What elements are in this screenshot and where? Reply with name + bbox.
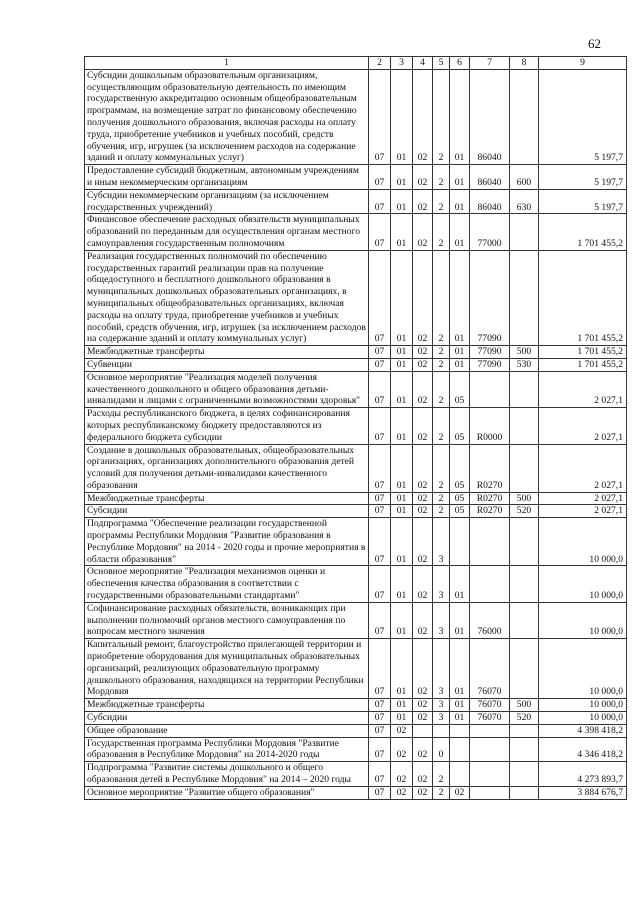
code-expense-type-cell (510, 69, 539, 164)
code-program-cell (413, 724, 433, 737)
code-subprogram-cell: 2 (433, 505, 450, 518)
code-subprogram-cell: 3 (433, 566, 450, 602)
code-expense-type-cell (510, 724, 539, 737)
code-section-cell: 07 (369, 346, 391, 359)
code-program-cell: 02 (413, 602, 433, 638)
code-subprogram-cell: 3 (433, 699, 450, 712)
code-program-cell: 02 (413, 444, 433, 492)
code-event-cell (450, 762, 470, 787)
code-expense-type-cell (510, 786, 539, 799)
amount-cell: 4 346 418,2 (539, 737, 627, 762)
amount-cell: 2 027,1 (539, 408, 627, 444)
row-name-cell: Основное мероприятие "Реализация механизмов оценки и обеспечения качества образования в соответствии с государственными образовательными стандартами" (85, 566, 369, 602)
table-row (85, 762, 627, 787)
code-event-cell: 01 (450, 712, 470, 725)
code-event-cell: 01 (450, 639, 470, 699)
row-name-cell: Общее образование (85, 724, 369, 737)
header-row (85, 57, 627, 70)
row-name-cell: Предоставление субсидий бюджетным, автономным учреждениям и иным некоммерческим организациям (85, 165, 369, 190)
code-direction-cell: R0270 (470, 492, 510, 505)
table-row (85, 737, 627, 762)
code-expense-type-cell (510, 214, 539, 250)
table-row (85, 492, 627, 505)
amount-cell: 2 027,1 (539, 444, 627, 492)
table-row (85, 444, 627, 492)
code-section-cell: 07 (369, 69, 391, 164)
amount-cell: 1 701 455,2 (539, 346, 627, 359)
code-expense-type-cell (510, 408, 539, 444)
code-event-cell: 05 (450, 492, 470, 505)
code-event-cell: 01 (450, 346, 470, 359)
code-expense-type-cell: 530 (510, 358, 539, 371)
amount-cell: 10 000,0 (539, 566, 627, 602)
row-name-cell: Субсидии дошкольным образовательным организациям, осуществляющим образовательную деятельность по имеющим государственную аккредитацию основным общеобразовательным программам, на возмещение затрат по финансовому обеспечению получения дошкольного образования, включая расходы на оплату труда, приобретение учебников и учебных пособий, средств обучения, игр, игрушек (за исключением расходов на содержание зданий и оплату коммунальных услуг) (85, 69, 369, 164)
code-program-cell: 02 (413, 737, 433, 762)
table-row (85, 724, 627, 737)
code-event-cell (450, 518, 470, 566)
code-expense-type-cell (510, 371, 539, 407)
code-subsection-cell: 01 (391, 518, 413, 566)
code-direction-cell: R0000 (470, 408, 510, 444)
code-section-cell: 07 (369, 214, 391, 250)
code-subsection-cell: 01 (391, 639, 413, 699)
code-section-cell: 07 (369, 492, 391, 505)
header-col-8: 8 (510, 57, 539, 70)
code-direction-cell: 86040 (470, 69, 510, 164)
table-row (85, 165, 627, 190)
code-subsection-cell: 01 (391, 444, 413, 492)
code-program-cell: 02 (413, 189, 433, 214)
code-direction-cell: 76070 (470, 712, 510, 725)
code-expense-type-cell: 520 (510, 712, 539, 725)
code-subsection-cell: 01 (391, 165, 413, 190)
code-event-cell: 01 (450, 165, 470, 190)
code-direction-cell (470, 518, 510, 566)
code-subsection-cell: 01 (391, 408, 413, 444)
table-row (85, 602, 627, 638)
code-subsection-cell: 01 (391, 214, 413, 250)
code-subsection-cell: 01 (391, 358, 413, 371)
code-subprogram-cell: 2 (433, 165, 450, 190)
code-section-cell: 07 (369, 602, 391, 638)
code-direction-cell (470, 566, 510, 602)
table-row (85, 786, 627, 799)
code-expense-type-cell: 600 (510, 165, 539, 190)
code-direction-cell: R0270 (470, 444, 510, 492)
header-col-5: 5 (433, 57, 450, 70)
amount-cell: 1 701 455,2 (539, 250, 627, 345)
code-subprogram-cell: 3 (433, 602, 450, 638)
code-section-cell: 07 (369, 566, 391, 602)
code-subsection-cell: 01 (391, 492, 413, 505)
code-event-cell: 01 (450, 699, 470, 712)
amount-cell: 1 701 455,2 (539, 214, 627, 250)
amount-cell: 5 197,7 (539, 189, 627, 214)
row-name-cell: Создание в дошкольных образовательных, общеобразовательных организациях, организациях дополнительного образования детей условий для получения детьми-инвалидами качественного образования (85, 444, 369, 492)
row-name-cell: Основное мероприятие "Реализация моделей получения качественного дошкольного и общего образования детьми-инвалидами и лицами с ограниченными возможностями здоровья" (85, 371, 369, 407)
code-section-cell: 07 (369, 518, 391, 566)
header-col-4: 4 (413, 57, 433, 70)
code-program-cell: 02 (413, 165, 433, 190)
row-name-cell: Реализация государственных полномочий по обеспечению государственных гарантий реализации прав на получение общедоступного и бесплатного дошкольного образования в муниципальных дошкольных образовательных организациях, в муниципальных общеобразовательных организациях, включая расходы на оплату труда, приобретение учебников и учебных пособий, средств обучения, игр, игрушек (за исключением расходов на содержание зданий и оплату коммунальных услуг) (85, 250, 369, 345)
code-expense-type-cell (510, 737, 539, 762)
code-subprogram-cell: 2 (433, 786, 450, 799)
amount-cell: 4 273 893,7 (539, 762, 627, 787)
code-event-cell: 01 (450, 602, 470, 638)
code-program-cell: 02 (413, 358, 433, 371)
amount-cell: 3 884 676,7 (539, 786, 627, 799)
code-subsection-cell: 02 (391, 737, 413, 762)
table-row (85, 566, 627, 602)
code-subprogram-cell: 2 (433, 69, 450, 164)
code-subsection-cell: 01 (391, 250, 413, 345)
code-program-cell: 02 (413, 371, 433, 407)
row-name-cell: Субвенции (85, 358, 369, 371)
code-subprogram-cell: 2 (433, 346, 450, 359)
code-program-cell: 02 (413, 712, 433, 725)
code-direction-cell (470, 786, 510, 799)
code-direction-cell: 76070 (470, 639, 510, 699)
code-subsection-cell: 01 (391, 505, 413, 518)
row-name-cell: Межбюджетные трансферты (85, 699, 369, 712)
code-section-cell: 07 (369, 408, 391, 444)
code-subprogram-cell: 3 (433, 712, 450, 725)
row-name-cell: Финансовое обеспечение расходных обязательств муниципальных образований по переданным для осуществления органам местного самоуправления государственным полномочиям (85, 214, 369, 250)
code-program-cell: 02 (413, 408, 433, 444)
row-name-cell: Субсидии некоммерческим организациям (за исключением государственных учреждений) (85, 189, 369, 214)
code-expense-type-cell (510, 518, 539, 566)
header-col-3: 3 (391, 57, 413, 70)
amount-cell: 10 000,0 (539, 699, 627, 712)
code-program-cell: 02 (413, 762, 433, 787)
code-subsection-cell: 01 (391, 371, 413, 407)
row-name-cell: Капитальный ремонт, благоустройство прилегающей территории и приобретение оборудования для муниципальных образовательных организаций, реализующих образовательную программу дошкольного образования, находящихся на территории Республики Мордовия (85, 639, 369, 699)
header-col-2: 2 (369, 57, 391, 70)
code-program-cell: 02 (413, 346, 433, 359)
table-row (85, 358, 627, 371)
amount-cell: 2 027,1 (539, 492, 627, 505)
code-event-cell: 01 (450, 189, 470, 214)
code-subprogram-cell: 2 (433, 444, 450, 492)
code-subprogram-cell (433, 724, 450, 737)
row-name-cell: Субсидии (85, 505, 369, 518)
code-subsection-cell: 01 (391, 602, 413, 638)
code-section-cell: 07 (369, 762, 391, 787)
table-row (85, 699, 627, 712)
table-row (85, 69, 627, 164)
code-subprogram-cell: 2 (433, 189, 450, 214)
code-section-cell: 07 (369, 250, 391, 345)
code-event-cell: 05 (450, 371, 470, 407)
amount-cell: 2 027,1 (539, 505, 627, 518)
header-col-9: 9 (539, 57, 627, 70)
code-section-cell: 07 (369, 724, 391, 737)
code-expense-type-cell (510, 639, 539, 699)
code-subprogram-cell: 2 (433, 492, 450, 505)
table-row (85, 408, 627, 444)
code-subprogram-cell: 2 (433, 250, 450, 345)
code-expense-type-cell: 520 (510, 505, 539, 518)
amount-cell: 4 398 418,2 (539, 724, 627, 737)
code-section-cell: 07 (369, 712, 391, 725)
code-subprogram-cell: 0 (433, 737, 450, 762)
code-subsection-cell: 02 (391, 786, 413, 799)
code-direction-cell: 86040 (470, 165, 510, 190)
code-program-cell: 02 (413, 69, 433, 164)
table-row (85, 518, 627, 566)
code-expense-type-cell: 500 (510, 699, 539, 712)
code-section-cell: 07 (369, 786, 391, 799)
code-subsection-cell: 02 (391, 724, 413, 737)
code-subprogram-cell: 2 (433, 371, 450, 407)
code-direction-cell: 77000 (470, 214, 510, 250)
code-subsection-cell: 02 (391, 762, 413, 787)
code-direction-cell: 77090 (470, 358, 510, 371)
code-event-cell (450, 737, 470, 762)
code-program-cell: 02 (413, 250, 433, 345)
amount-cell: 5 197,7 (539, 165, 627, 190)
header-col-1: 1 (85, 57, 369, 70)
row-name-cell: Основное мероприятие "Развитие общего образования" (85, 786, 369, 799)
code-expense-type-cell (510, 444, 539, 492)
row-name-cell: Расходы республиканского бюджета, в целях софинансирования которых республиканскому бюджету предоставляются из федерального бюджета субсидии (85, 408, 369, 444)
code-direction-cell (470, 737, 510, 762)
amount-cell: 10 000,0 (539, 712, 627, 725)
code-program-cell: 02 (413, 518, 433, 566)
row-name-cell: Межбюджетные трансферты (85, 346, 369, 359)
code-expense-type-cell (510, 566, 539, 602)
code-subprogram-cell: 2 (433, 408, 450, 444)
code-subsection-cell: 01 (391, 699, 413, 712)
code-program-cell: 02 (413, 505, 433, 518)
code-event-cell: 05 (450, 408, 470, 444)
code-program-cell: 02 (413, 639, 433, 699)
code-program-cell: 02 (413, 699, 433, 712)
code-event-cell: 02 (450, 786, 470, 799)
code-section-cell: 07 (369, 444, 391, 492)
code-direction-cell (470, 371, 510, 407)
budget-table (84, 56, 627, 800)
table-body (85, 69, 627, 799)
code-expense-type-cell (510, 762, 539, 787)
code-expense-type-cell (510, 602, 539, 638)
code-subsection-cell: 01 (391, 566, 413, 602)
code-expense-type-cell (510, 250, 539, 345)
amount-cell: 2 027,1 (539, 371, 627, 407)
table-row (85, 250, 627, 345)
row-name-cell: Государственная программа Республики Мордовия "Развитие образования в Республике Мордовия" на 2014-2020 годы (85, 737, 369, 762)
table-row (85, 505, 627, 518)
header-col-6: 6 (450, 57, 470, 70)
row-name-cell: Софинансирование расходных обязательств, возникающих при выполнении полномочий органов местного самоуправления по вопросам местного значения (85, 602, 369, 638)
table-row (85, 346, 627, 359)
code-subsection-cell: 01 (391, 189, 413, 214)
amount-cell: 10 000,0 (539, 518, 627, 566)
page-number: 62 (588, 36, 601, 51)
code-direction-cell (470, 762, 510, 787)
code-direction-cell: 77090 (470, 346, 510, 359)
code-direction-cell: R0270 (470, 505, 510, 518)
code-event-cell: 01 (450, 250, 470, 345)
amount-cell: 10 000,0 (539, 602, 627, 638)
code-event-cell: 01 (450, 358, 470, 371)
header-col-7: 7 (470, 57, 510, 70)
code-program-cell: 02 (413, 214, 433, 250)
code-expense-type-cell: 500 (510, 346, 539, 359)
code-event-cell: 05 (450, 505, 470, 518)
table-row (85, 214, 627, 250)
code-section-cell: 07 (369, 737, 391, 762)
table-row (85, 371, 627, 407)
code-subsection-cell: 01 (391, 346, 413, 359)
row-name-cell: Подпрограмма "Развитие системы дошкольного и общего образования детей в Республике Мордовия" на 2014 – 2020 годы (85, 762, 369, 787)
code-section-cell: 07 (369, 371, 391, 407)
code-subsection-cell: 01 (391, 69, 413, 164)
table-row (85, 639, 627, 699)
code-subprogram-cell: 3 (433, 518, 450, 566)
code-expense-type-cell: 500 (510, 492, 539, 505)
code-expense-type-cell: 630 (510, 189, 539, 214)
code-direction-cell: 86040 (470, 189, 510, 214)
code-program-cell: 02 (413, 786, 433, 799)
code-subprogram-cell: 3 (433, 639, 450, 699)
row-name-cell: Межбюджетные трансферты (85, 492, 369, 505)
code-section-cell: 07 (369, 358, 391, 371)
code-event-cell: 01 (450, 566, 470, 602)
code-direction-cell: 77090 (470, 250, 510, 345)
code-section-cell: 07 (369, 639, 391, 699)
row-name-cell: Субсидии (85, 712, 369, 725)
amount-cell: 1 701 455,2 (539, 358, 627, 371)
code-event-cell: 05 (450, 444, 470, 492)
code-event-cell: 01 (450, 214, 470, 250)
row-name-cell: Подпрограмма "Обеспечение реализации государственной программы Республики Мордовия "Развитие образования в Республике Мордовия" на 2014 - 2020 годы и прочие мероприятия в области образования" (85, 518, 369, 566)
table-row (85, 712, 627, 725)
code-event-cell (450, 724, 470, 737)
code-section-cell: 07 (369, 189, 391, 214)
code-section-cell: 07 (369, 505, 391, 518)
code-program-cell: 02 (413, 566, 433, 602)
code-direction-cell: 76000 (470, 602, 510, 638)
table-row (85, 189, 627, 214)
code-subprogram-cell: 2 (433, 214, 450, 250)
code-program-cell: 02 (413, 492, 433, 505)
code-direction-cell: 76070 (470, 699, 510, 712)
amount-cell: 5 197,7 (539, 69, 627, 164)
code-subprogram-cell: 2 (433, 358, 450, 371)
code-event-cell: 01 (450, 69, 470, 164)
code-subprogram-cell: 2 (433, 762, 450, 787)
code-section-cell: 07 (369, 699, 391, 712)
amount-cell: 10 000,0 (539, 639, 627, 699)
code-direction-cell (470, 724, 510, 737)
code-subsection-cell: 01 (391, 712, 413, 725)
code-section-cell: 07 (369, 165, 391, 190)
